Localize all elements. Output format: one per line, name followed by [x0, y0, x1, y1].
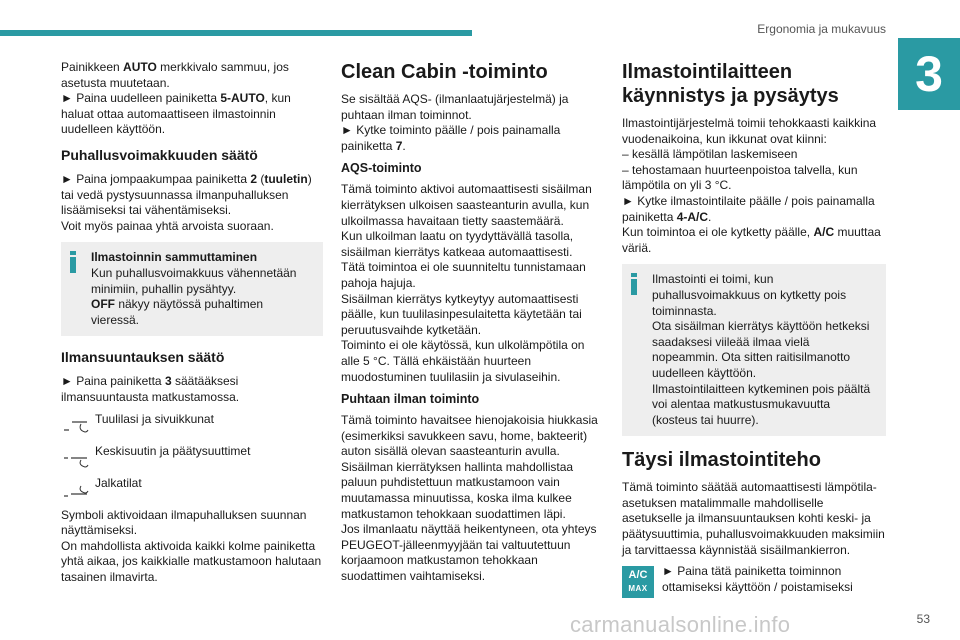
column-left: [61, 60, 323, 591]
heading-aqs: AQS-toiminto: [341, 161, 422, 176]
direction-paragraph: ► Paina painiketta 3 säätääksesi ilmansuuntausta matkustamossa.: [61, 374, 240, 404]
header-accent-bar: [0, 30, 472, 36]
heading-air-direction: Ilmansuuntauksen säätö: [61, 349, 225, 366]
heading-clean-cabin: Clean Cabin -toiminto: [341, 61, 548, 83]
heading-ac-start-stop: Ilmastointilaitteen käynnistys ja pysäytys: [622, 61, 839, 107]
max-ac-paragraph: Tämä toiminto säätää automaattisesti lämpötila-asetuksen matalimmalle mahdolliselle asetukselle ja ilmansuuntauksen kohti keski- ja päätysuuttimia, puhallusvoimakkuuden maksimiin ja tarvittaessa käynnistää sisäilmankierron.: [622, 480, 885, 557]
ac-start-paragraph: Ilmastointijärjestelmä toimii tehokkaasti kaikkina vuodenaikoina, kun ikkunat ovat kiinni: – kesällä lämpötilan laskemiseen – tehostamaan huurteenpoistoa talvella, kun lämpötila on yli 3 °C. ► Kytke ilmastointilaite päälle / pois painamalla painiketta 4-A/C. Kun toimintoa ei ole kytketty päälle, A/C muuttaa väriä.: [622, 116, 881, 255]
fan-paragraph: ► Paina jompaakumpaa painiketta 2 (tuuletin) tai vedä pystysuunnassa ilmanpuhalluksen lisäämiseksi tai vähentämiseksi. Voit myös painaa yhtä arvoista suoraan.: [61, 171, 312, 233]
info-icon: [70, 251, 76, 273]
info-title: Ilmastoinnin sammuttaminen: [91, 250, 258, 265]
heading-max-ac: Täysi ilmastointiteho: [622, 449, 821, 472]
column-middle: [341, 60, 603, 591]
center-vents-airflow-icon: [61, 444, 91, 470]
symbol-paragraph: Symboli aktivoidaan ilmapuhalluksen suunnan näyttämiseksi. On mahdollista aktivoida kaikki kolme painiketta yhtä aikaa, jos kaikkialle matkustamoon halutaan tasainen ilmavirta.: [61, 507, 322, 584]
direction-option-windscreen: Tuulilasi ja sivuikkunat: [61, 412, 323, 438]
column-right: [622, 60, 886, 601]
clean-cabin-paragraph: Se sisältää AQS- (ilmanlaatujärjestelmä) ja puhtaan ilman toiminnot. ► Kytke toiminto päälle / pois painamalla painiketta 7.: [341, 92, 569, 153]
heading-pure-air: Puhtaan ilman toiminto: [341, 392, 480, 407]
chapter-number: 3: [898, 38, 960, 110]
watermark: carmanualsonline.info: [570, 612, 791, 637]
pure-air-paragraph: Tämä toiminto havaitsee hienojakoisia hiukkasia (esimerkiksi savukkeen savu, home, bakteerit) auton sisällä olevan saasteanturin avulla. Sisäilman kierrätyksen hallinta mahdollistaa paluun puhdistettuun matkustamoon vain muutamassa minuutissa, koska ilma kulkee matkustamon tehokkaan suodattimen läpi. Jos ilmanlaatu näyttää heikentyneen, ota yhteys PEUGEOT-jälleenmyyjään tai valtuutettuun korjaamoon matkustamon tehokkaan suodattimen vaihtamiseksi.: [341, 413, 598, 584]
footwell-airflow-icon: [61, 476, 91, 502]
direction-option-footwell: Jalkatilat: [61, 476, 323, 502]
info-box-shutdown: Ilmastoinnin sammuttaminen Kun puhallusvoimakkuus vähennetään minimiin, puhallin pysähtyy. OFF näkyy näytössä puhaltimen vieressä.: [61, 242, 323, 336]
page-number: 53: [916, 612, 930, 626]
heading-fan-speed: Puhallusvoimakkuuden säätö: [61, 146, 258, 163]
info-icon: [631, 273, 637, 295]
max-ac-instruction: A/C MAX ► Paina tätä painiketta toiminnon ottamiseksi käyttöön / poistamiseksi: [622, 564, 886, 595]
aqs-paragraph: Tämä toiminto aktivoi automaattisesti sisäilman kierrätyksen ulkoisen saasteanturin avulla, kun ulkoilmassa havaitaan tietty saastemäärä. Kun ulkoilman laatu on tyydyttävällä tasolla, sisäilman kierrätys katkeaa automaattisesti. Tätä toimintoa ei ole suunniteltu tunnistamaan pahoja hajuja. Sisäilman kierrätys kytkeytyy automaattisesti päälle, kun tuulilasinpesulaitetta käytetään tai peruutusvaihde kytketään. Toiminto ei ole käytössä, kun ulkolämpötila on alle 5 °C. Tällä ehkäistään huurteen muodostuminen tuulilasiin ja sivulaseihin.: [341, 182, 592, 384]
direction-option-center: Keskisuutin ja päätysuuttimet: [61, 444, 323, 470]
intro-paragraph: Painikkeen AUTO merkkivalo sammuu, jos asetusta muutetaan. ► Paina uudelleen painiketta 5-AUTO, kun haluat ottaa automaattiseen ilmastoinnin uudelleen käyttöön.: [61, 60, 291, 137]
section-title: Ergonomia ja mukavuus: [757, 22, 886, 36]
info-box-ac: Ilmastointi ei toimi, kun puhallusvoimakkuus on kytketty pois toiminnasta. Ota sisäilman kierrätys käyttöön hetkeksi saadaksesi viileää ilmaa vielä nopeammin. Ota sitten raitisilmanotto uudelleen käyttöön. Ilmastointilaitteen kytkeminen pois päältä voi alentaa matkustusmukavuutta (kosteus tai huurre).: [622, 264, 886, 436]
ac-max-button-icon: A/C MAX: [622, 566, 654, 598]
windscreen-airflow-icon: [61, 412, 91, 438]
